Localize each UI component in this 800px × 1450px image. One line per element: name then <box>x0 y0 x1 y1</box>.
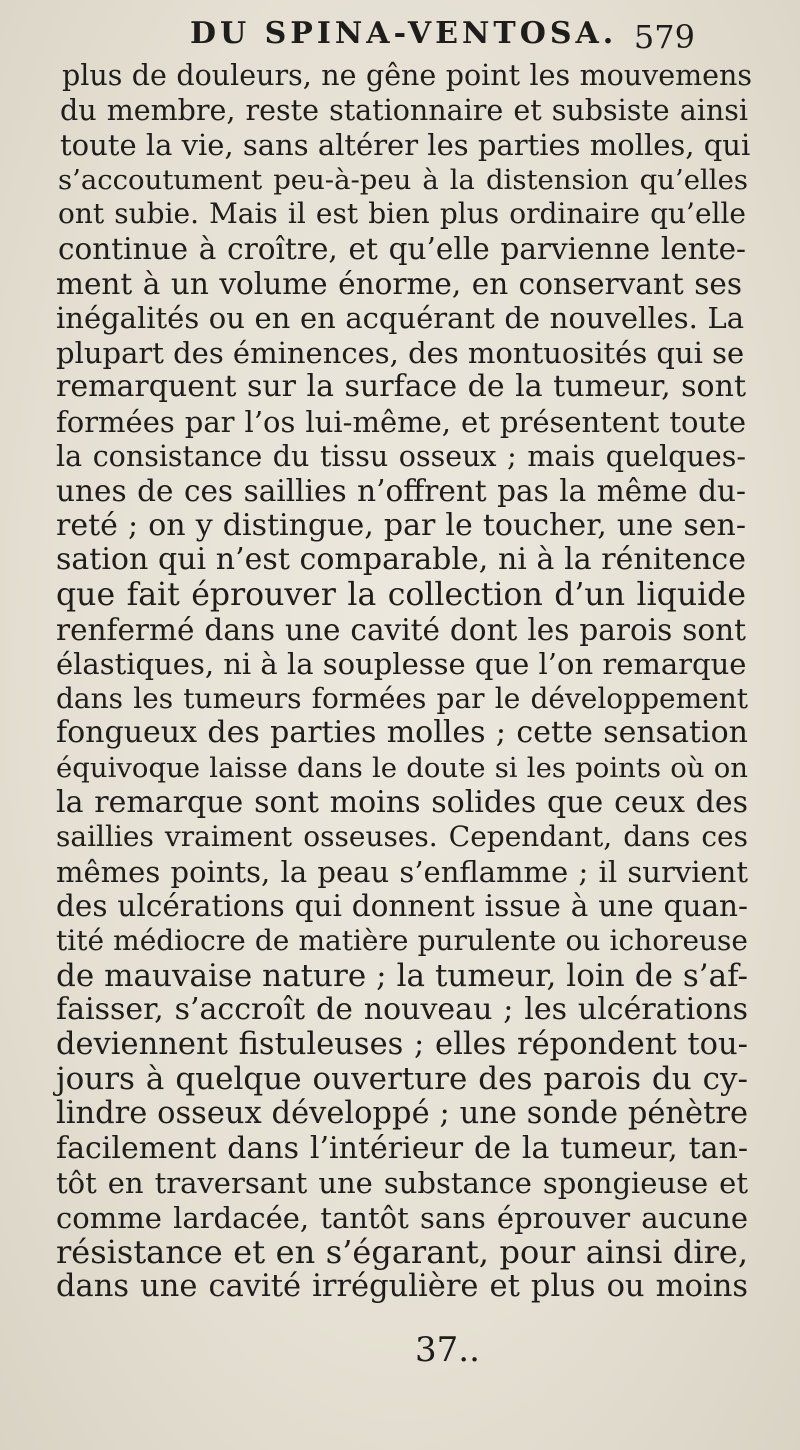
text-line: fongueux des parties molles ; cette sensation <box>56 715 748 751</box>
text-line: élastiques, ni à la souplesse que l’on remarque <box>56 647 747 682</box>
text-line: plupart des éminences, des montuosités qui se <box>56 335 745 370</box>
text-line: que fait éprouver la collection d’un liquide <box>56 577 746 613</box>
signature-mark: 37.. <box>415 1330 480 1370</box>
running-title: DU SPINA-VENTOSA. <box>190 16 618 51</box>
text-line: s’accoutument peu-à-peu à la distension qu’elles <box>58 163 748 196</box>
text-line: plus de douleurs, ne gêne point les mouvemens <box>62 59 752 92</box>
text-line: dans une cavité irrégulière et plus ou moins <box>56 1269 748 1304</box>
text-line: sation qui n’est comparable, ni à la rénitence <box>56 542 746 578</box>
text-line: comme lardacée, tantôt sans éprouver aucune <box>56 1200 748 1235</box>
text-line: inégalités ou en en acquérant de nouvelles. La <box>56 301 744 336</box>
text-line: ont subie. Mais il est bien plus ordinaire qu’elle <box>58 197 746 231</box>
text-line: saillies vraiment osseuses. Cependant, dans ces <box>56 820 748 854</box>
page-number: 579 <box>633 18 695 56</box>
text-line: la remarque sont moins solides que ceux des <box>56 784 748 820</box>
page-header <box>190 14 695 58</box>
text-line: continue à croître, et qu’elle parvienne lente- <box>58 232 746 266</box>
text-line: renfermé dans une cavité dont les parois sont <box>56 612 746 647</box>
text-line: formées par l’os lui-même, et présentent toute <box>56 405 746 439</box>
text-line: jours à quelque ouverture des parois du cy- <box>56 1061 748 1098</box>
text-line: lindre osseux développé ; une sonde pénètre <box>56 1096 748 1131</box>
text-line: du membre, reste stationnaire et subsiste ainsi <box>60 93 748 127</box>
text-line: ment à un volume énorme, en conservant ses <box>56 266 742 301</box>
text-line: remarquent sur la surface de la tumeur, sont <box>56 369 746 405</box>
text-line: résistance et en s’égarant, pour ainsi dire, <box>56 1233 748 1272</box>
text-line: unes de ces saillies n’offrent pas la même du- <box>56 474 746 509</box>
text-line: tôt en traversant une substance spongieuse et <box>56 1166 748 1201</box>
text-line: faisser, s’accroît de nouveau ; les ulcérations <box>56 992 748 1028</box>
text-line: équivoque laisse dans le doute si les points où on <box>56 752 748 784</box>
text-line: facilement dans l’intérieur de la tumeur, tan- <box>56 1130 748 1166</box>
text-line: la consistance du tissu osseux ; mais quelques- <box>56 439 746 473</box>
text-line: tité médiocre de matière purulente ou ichoreuse <box>56 924 748 957</box>
text-line: de mauvaise nature ; la tumeur, loin de s’af- <box>56 957 748 994</box>
text-line: mêmes points, la peau s’enflamme ; il survient <box>56 854 748 889</box>
text-line: reté ; on y distingue, par le toucher, une sen- <box>56 507 746 543</box>
text-line: dans les tumeurs formées par le développement <box>56 681 748 715</box>
text-line: des ulcérations qui donnent issue à une quan- <box>56 889 748 924</box>
text-line: deviennent fistuleuses ; elles répondent tou- <box>56 1026 748 1062</box>
text-line: toute la vie, sans altérer les parties molles, qui <box>60 128 751 163</box>
